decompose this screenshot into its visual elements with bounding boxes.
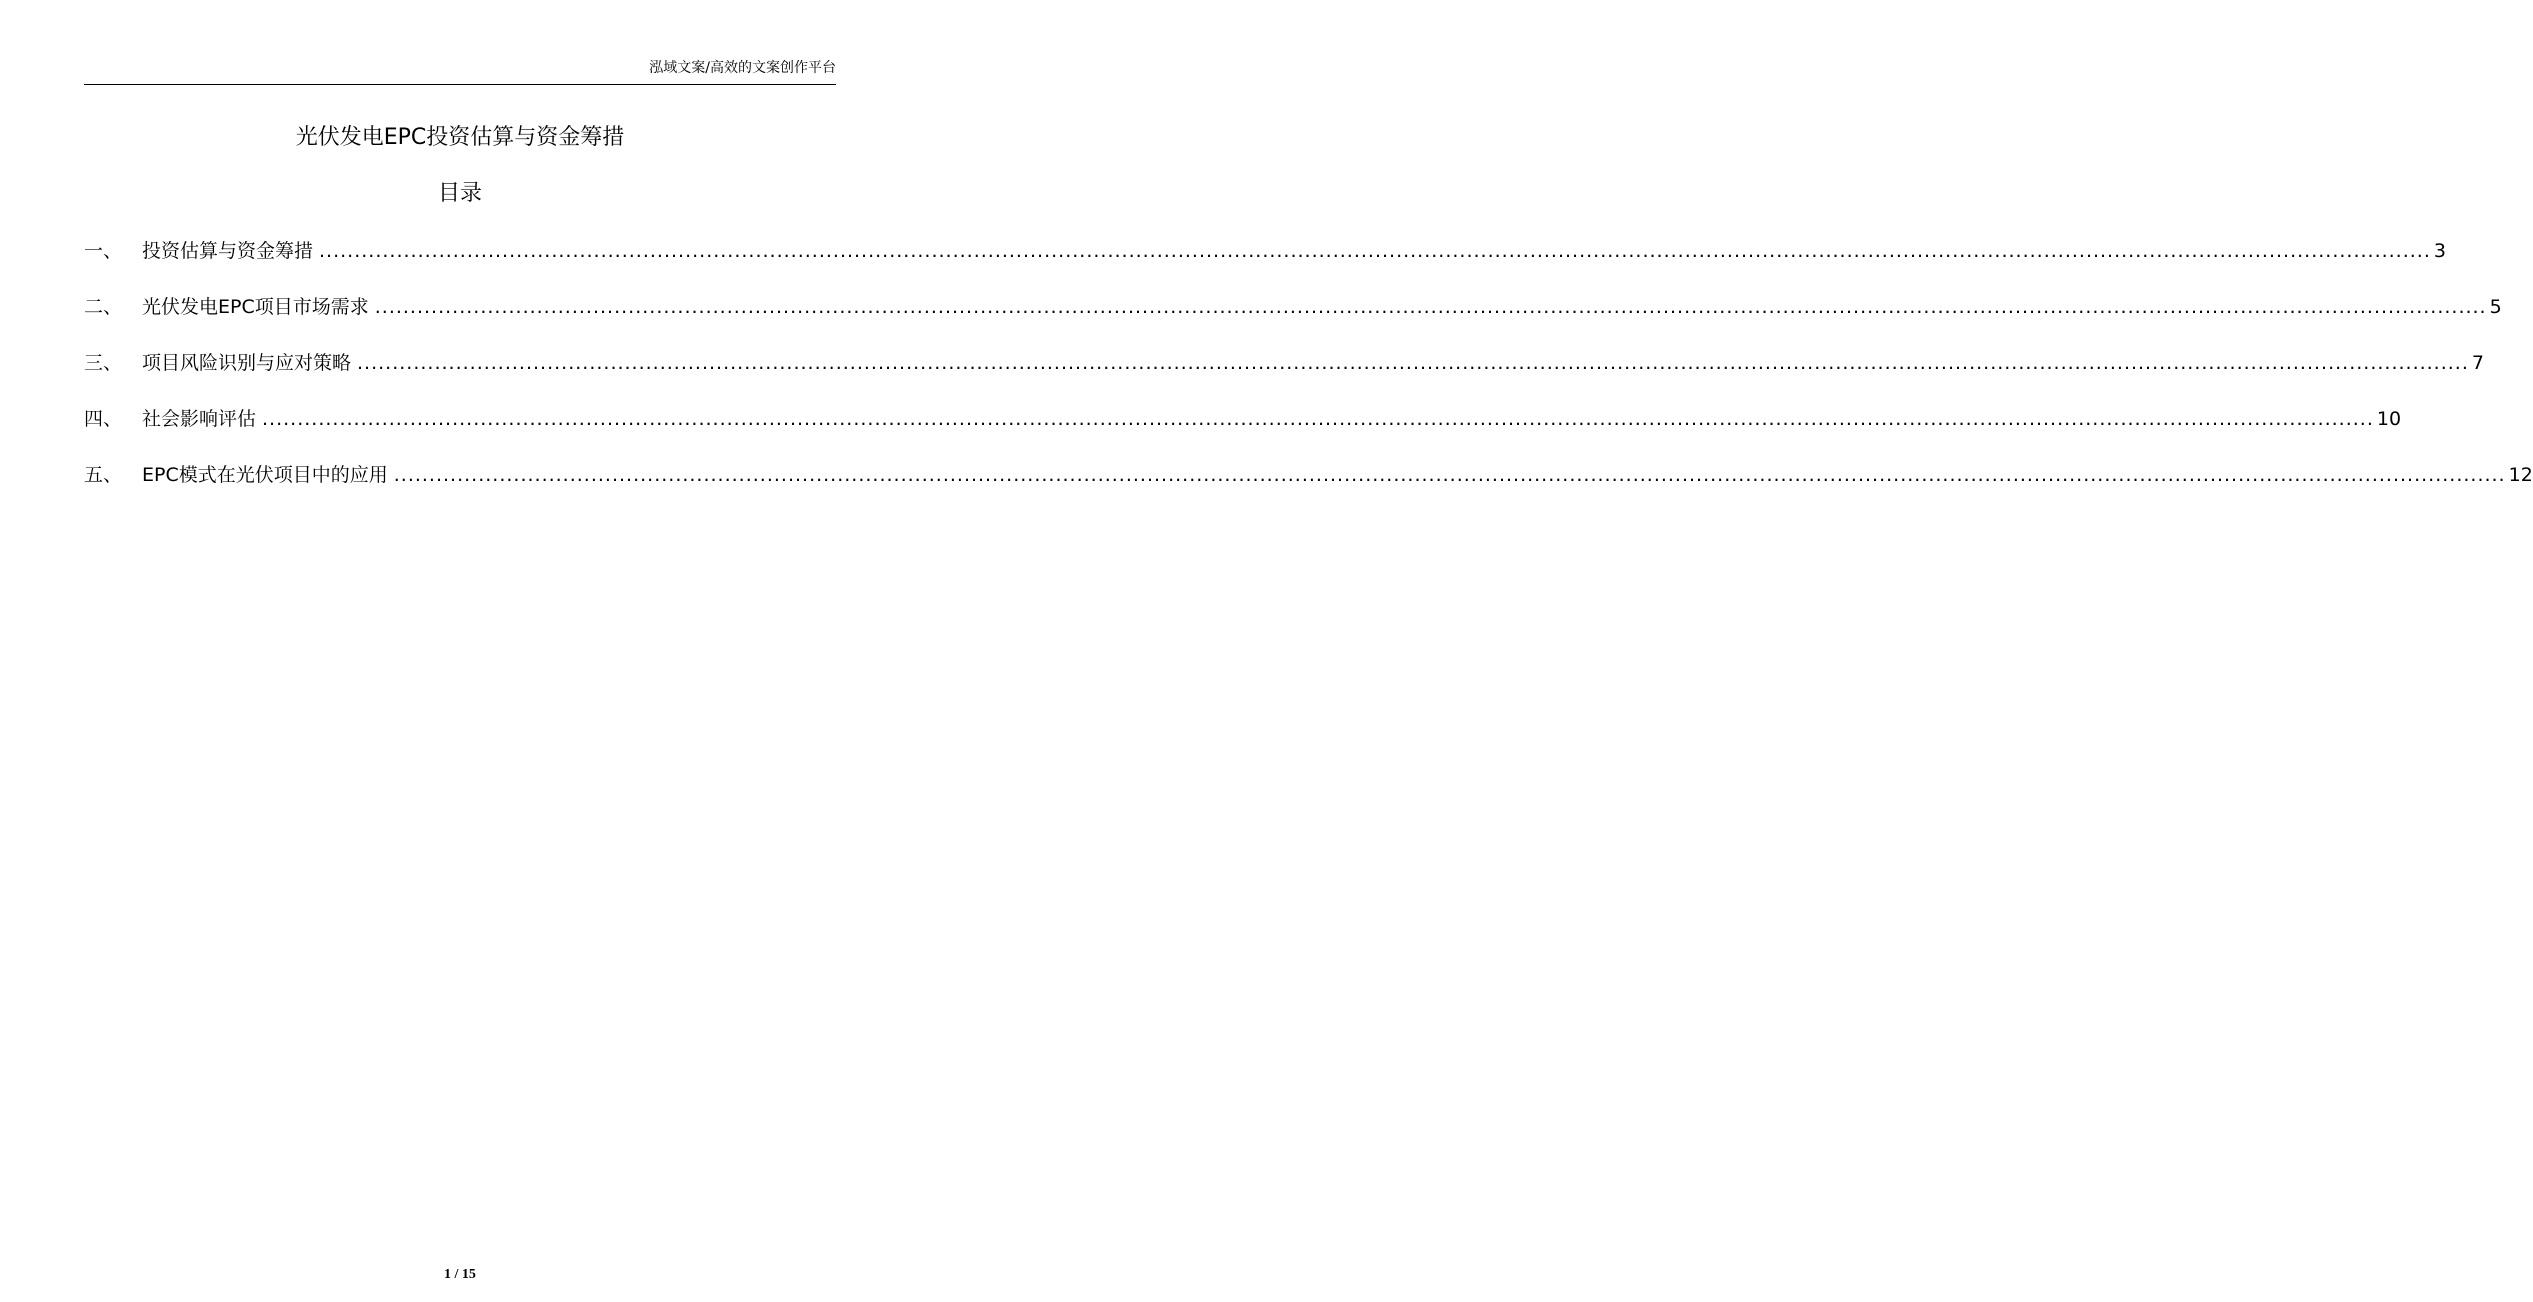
toc-dot-leader: ............................................................................................................................................................................................................................................................................................................ — [393, 464, 2506, 486]
toc-entry-1[interactable] — [84, 234, 2446, 290]
table-of-contents — [84, 234, 2533, 514]
toc-entry-number: 一、 — [84, 240, 123, 262]
toc-entry-title: 投资估算与资金筹措 — [142, 240, 314, 262]
toc-dot-leader: ............................................................................................................................................................................................................................................................................................................ — [374, 296, 2487, 318]
toc-entry-page: 10 — [2376, 408, 2402, 430]
toc-entry-title: 项目风险识别与应对策略 — [142, 352, 352, 374]
toc-heading: 目录 — [437, 181, 482, 206]
toc-entry-4[interactable] — [84, 402, 2402, 458]
toc-entry-page: 3 — [2433, 240, 2446, 262]
header-divider — [84, 84, 836, 85]
toc-entry-2[interactable] — [84, 290, 2502, 346]
toc-entry-number: 五、 — [84, 464, 123, 486]
toc-entry-page: 5 — [2489, 296, 2502, 318]
toc-entry-page: 7 — [2471, 352, 2484, 374]
toc-entry-title: EPC模式在光伏项目中的应用 — [142, 464, 388, 486]
header-note: 泓域文案/高效的文案创作平台 — [649, 60, 836, 76]
toc-entry-page: 12 — [2508, 464, 2533, 486]
toc-dot-leader: ............................................................................................................................................................................................................................................................................................................ — [262, 408, 2374, 430]
toc-entry-number: 三、 — [84, 352, 123, 374]
toc-entry-3[interactable] — [84, 346, 2484, 402]
toc-entry-title: 社会影响评估 — [142, 408, 257, 430]
toc-entry-number: 四、 — [84, 408, 123, 430]
toc-entry-5[interactable] — [84, 458, 2533, 514]
toc-entry-title: 光伏发电EPC项目市场需求 — [142, 296, 369, 318]
document-title: 光伏发电EPC投资估算与资金筹措 — [295, 125, 625, 150]
toc-dot-leader: ............................................................................................................................................................................................................................................................................................................ — [357, 352, 2469, 374]
page-number: 1 / 15 — [444, 1267, 476, 1282]
toc-dot-leader: ............................................................................................................................................................................................................................................................................................................ — [319, 240, 2431, 262]
toc-entry-number: 二、 — [84, 296, 123, 318]
